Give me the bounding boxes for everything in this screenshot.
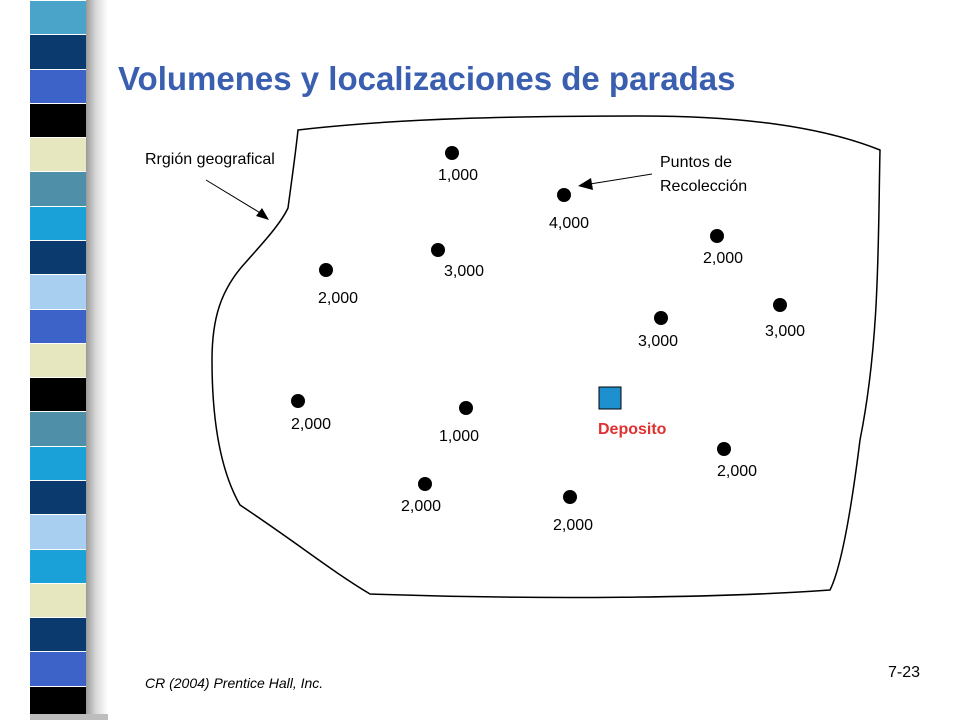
collection-point-volume: 2,000 [553, 517, 594, 534]
collection-point-dot [654, 311, 668, 325]
stops-layer [291, 146, 805, 534]
collection-point-volume: 3,000 [444, 263, 485, 280]
collection-point-dot [291, 394, 305, 408]
collection-point-volume: 2,000 [318, 290, 359, 307]
collection-point-volume: 1,000 [438, 167, 479, 184]
region-arrow-line [206, 180, 262, 214]
slide-number: 7-23 [888, 664, 921, 681]
region-arrow-head [256, 208, 269, 220]
collection-point-volume: 1,000 [439, 428, 480, 445]
collection-point-dot [459, 401, 473, 415]
collection-point-dot [563, 490, 577, 504]
collection-point-dot [431, 243, 445, 257]
collection-point-volume: 3,000 [765, 323, 806, 340]
slide-title: Volumenes y localizaciones de paradas [118, 60, 736, 97]
collection-point-volume: 2,000 [401, 498, 442, 515]
collection-point-dot [717, 442, 731, 456]
collection-point-dot [710, 229, 724, 243]
depot-label: Deposito [598, 421, 667, 438]
footer-credit: CR (2004) Prentice Hall, Inc. [145, 675, 324, 691]
collection-point-dot [557, 188, 571, 202]
points-arrow-line [590, 174, 652, 184]
points-label-line2: Recolección [660, 178, 748, 195]
collection-point-volume: 2,000 [291, 416, 332, 433]
depot-square [599, 387, 621, 409]
points-arrow-head [578, 178, 593, 190]
region-boundary [212, 116, 880, 597]
collection-point-dot [445, 146, 459, 160]
collection-point-dot [773, 298, 787, 312]
collection-point-volume: 3,000 [638, 333, 679, 350]
points-label-line1: Puntos de [660, 154, 733, 171]
collection-point-volume: 4,000 [549, 215, 590, 232]
collection-point-volume: 2,000 [717, 463, 758, 480]
collection-point-volume: 2,000 [703, 250, 744, 267]
collection-point-dot [418, 477, 432, 491]
collection-point-dot [319, 263, 333, 277]
region-label: Rrgión geografical [145, 151, 275, 168]
